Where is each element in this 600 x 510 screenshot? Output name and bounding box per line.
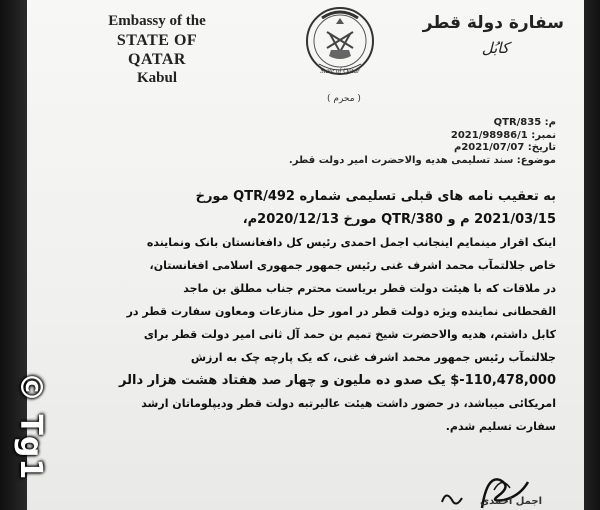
embassy-line-1: Embassy of the [108, 13, 206, 29]
body-line: در ملاقات که با هیئت دولت قطر بریاست محترم جناب مطلق بن ماجد [183, 282, 556, 295]
copyright-watermark: © Tg1 [13, 372, 48, 481]
body-line: امریکائی میباشد، در حضور داشت هیئت عالیرتبه دولت قطر ودیپلوماتان ارشد [141, 397, 556, 410]
letter-document [27, 0, 584, 510]
embassy-name-english [87, 12, 227, 88]
body-line: القحطانی نماینده ویژه دولت قطر در امور حل منازعات ومعاون سفارت قطر در [126, 305, 556, 318]
embassy-arabic-line-1: سفارة دولة قطر [422, 13, 564, 33]
body-line: سفارت تسلیم شدم. [445, 420, 556, 433]
right-dark-border [584, 0, 600, 510]
body-line: جلالتمآب رئیس جمهور محمد اشرف غنی، که یک پارچه چک به ارزش [190, 351, 556, 364]
qatar-emblem-icon [305, 4, 375, 78]
signatory-name: اجمل احمدی [479, 496, 542, 507]
classification-label: ( محرم ) [327, 94, 361, 104]
reference-block [289, 117, 556, 167]
embassy-name-arabic [404, 10, 564, 60]
body-line: کابل داشتم، هدیه والاحضرت شیخ تمیم بن حمد آل ثانی امیر دولت قطر برای [143, 328, 556, 341]
reference-number: م: QTR/835 [493, 117, 556, 128]
embassy-line-3: Kabul [136, 70, 178, 86]
body-line: 2021/03/15 م و QTR/380 مورخ 2020/12/13م، [242, 212, 556, 227]
serial-number: نمبر: 2021/98986/1 [450, 129, 556, 141]
embassy-arabic-line-2: کابُل [481, 39, 509, 57]
body-line: به تعقیب نامه های قبلی تسلیمی شماره QTR/492 مورخ [195, 189, 556, 204]
body-line: اینک اقرار مینمایم اینجانب اجمل احمدی رئیس کل دافغانستان بانک ونماینده [146, 236, 556, 249]
body-line: خاص جلالتمآب محمد اشرف غنی رئیس جمهور جمهوری اسلامی افغانستان، [149, 259, 556, 272]
seal-caption: State of Qatar [320, 67, 360, 75]
embassy-line-2: STATE OF QATAR [116, 32, 198, 68]
letter-subject: موضوع: سند تسلیمی هدیه والاحضرت امیر دولت قطر. [288, 154, 556, 166]
body-line: 110,478,000-$ یک صدو ده ملیون و چهار صد هفتاد هشت هزار دالر [119, 373, 556, 388]
letter-body [51, 185, 556, 438]
letter-date: تاریخ: 2021/07/07م [453, 142, 556, 153]
